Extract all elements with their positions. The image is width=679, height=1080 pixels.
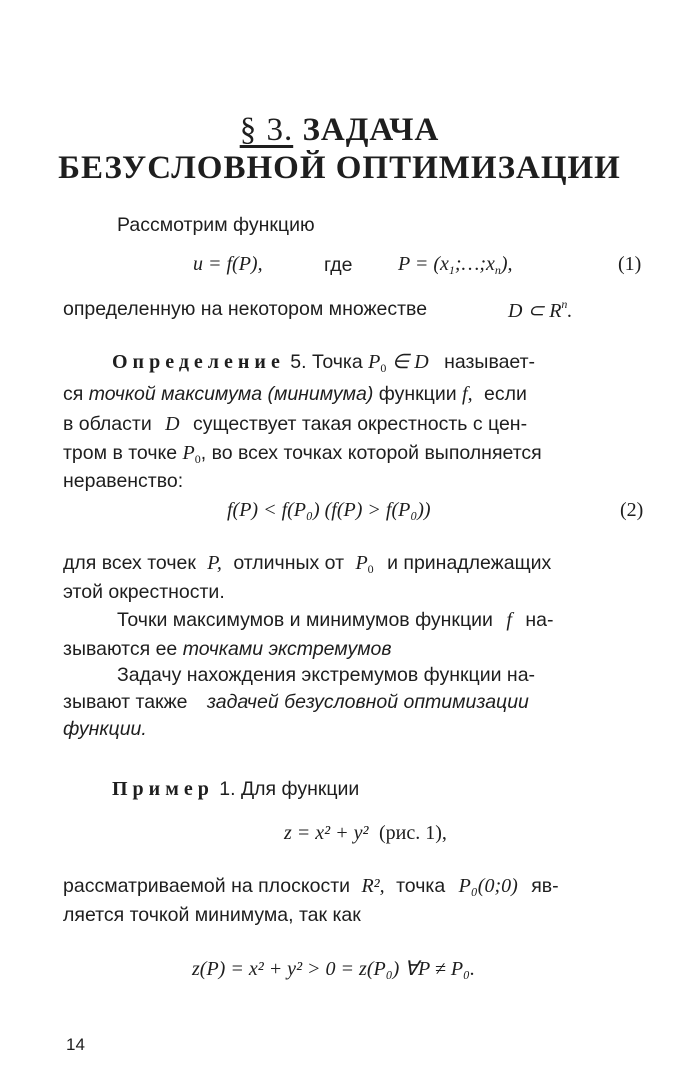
formula-2: f(P) < f(P₀) (f(P) > f(P₀)) bbox=[227, 499, 431, 521]
formula-1-left: u = f(P), bbox=[193, 253, 263, 275]
definition-line7: этой окрестности. bbox=[63, 581, 225, 603]
example-line: Пример 1. Для функции bbox=[112, 778, 360, 800]
title-word: ЗАДАЧА bbox=[302, 112, 440, 148]
section-title-line2: БЕЗУСЛОВНОЙ ОПТИМИЗАЦИИ bbox=[58, 150, 621, 186]
para2-line2: зываются ее точками экстремумов bbox=[63, 638, 392, 660]
intro-text: Рассмотрим функцию bbox=[117, 214, 315, 236]
formula-1-where: где bbox=[324, 254, 353, 276]
example-line1: рассматриваемой на плоскости R², точка P₀(0;0) яв- bbox=[63, 875, 559, 897]
intro-defined-on: определенную на некотором множестве bbox=[63, 298, 428, 320]
para3-line3: функции. bbox=[63, 718, 147, 740]
definition-line3: в области D существует такая окрестность с цен- bbox=[63, 413, 528, 435]
formula-3: z = x² + y² (рис. 1), bbox=[284, 822, 447, 844]
para3-line1: Задачу нахождения экстремумов функции на- bbox=[117, 664, 536, 686]
definition-line4: тром в точке $P_0$, во всех точках которой выполняется bbox=[63, 442, 542, 466]
page-number: 14 bbox=[66, 1035, 85, 1054]
formula-1-right: $P = (x_1;\dots;x_n)$, bbox=[398, 253, 513, 277]
para3-line2: зывают также задачей безусловной оптимизации bbox=[63, 691, 529, 713]
definition-line6: для всех точек P, отличных от $P_0$ и принадлежащих bbox=[63, 552, 552, 576]
term-maximum: точкой максимума (минимума) bbox=[88, 383, 374, 405]
definition-line5: неравенство: bbox=[63, 470, 184, 492]
term-extremum: точками экстремумов bbox=[182, 638, 392, 660]
definition-line2: ся точкой максимума (минимума) функции f, если bbox=[63, 383, 527, 405]
para2-line1: Точки максимумов и минимумов функции f на- bbox=[117, 609, 554, 631]
formula-1-number: (1) bbox=[618, 253, 642, 275]
term-unconstrained: задачей безусловной оптимизации bbox=[206, 691, 529, 713]
definition-label: Определение bbox=[112, 351, 285, 373]
formula-4: z(P) = x² + y² > 0 = z(P₀) ∀P ≠ P₀. bbox=[192, 958, 476, 980]
example-line2: ляется точкой минимума, так как bbox=[63, 904, 361, 926]
definition-line1: Определение 5. Точка $P_0$ ∈ D называет- bbox=[112, 351, 536, 375]
formula-2-number: (2) bbox=[620, 499, 644, 521]
example-label: Пример bbox=[112, 778, 214, 800]
set-expression: D ⊂ $R^n$. bbox=[508, 297, 573, 322]
section-title-line1 bbox=[0, 112, 679, 149]
section-number: § 3. bbox=[239, 112, 294, 148]
